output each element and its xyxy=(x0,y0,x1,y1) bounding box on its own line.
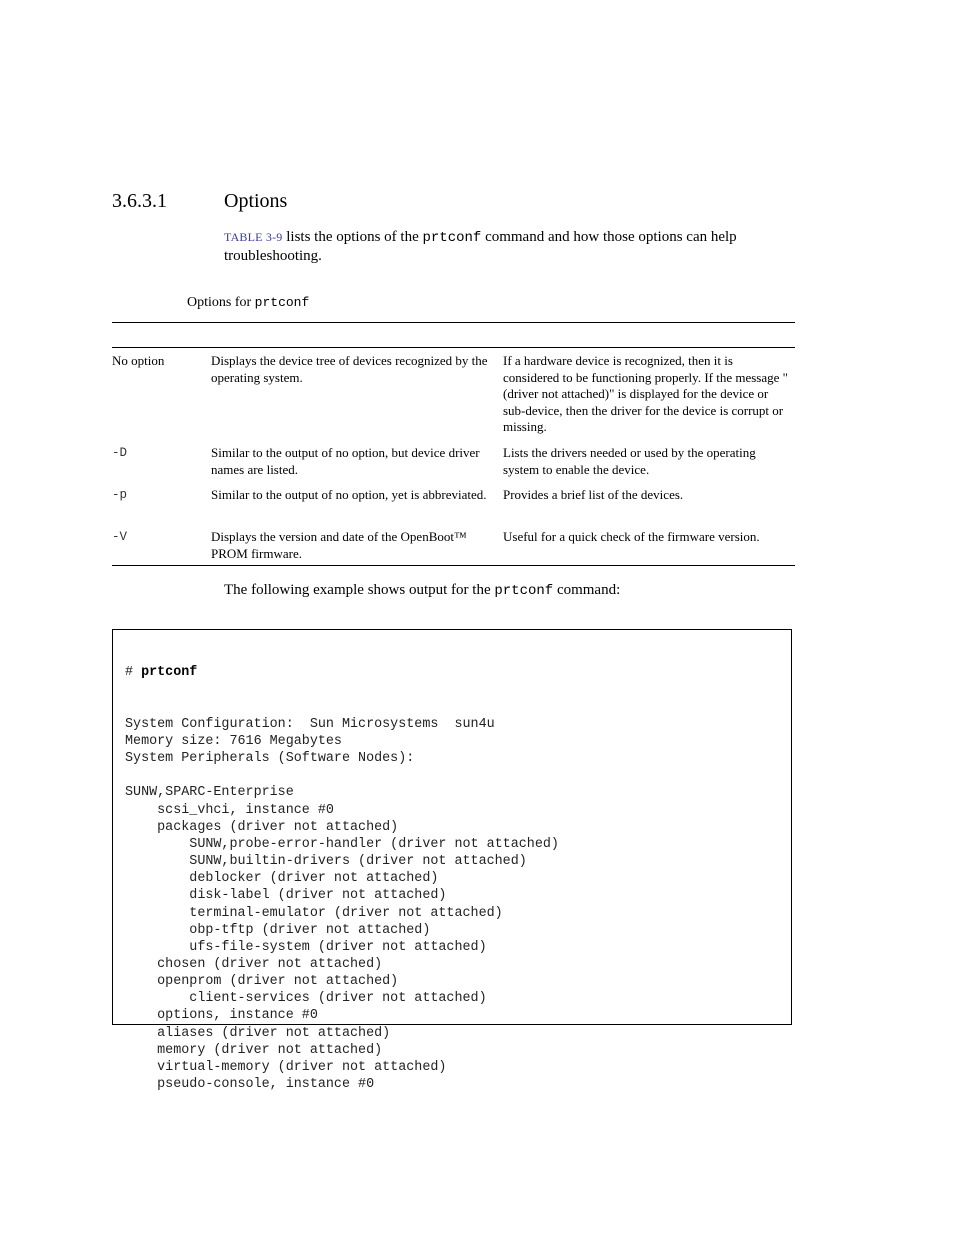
code-block xyxy=(125,630,559,1093)
option-notes: If a hardware device is recognized, then it is considered to be functioning properly. If the message "(driver not attached)" is displayed for the device or sub-device, then the driver for the device is corrupt or missing. xyxy=(503,353,788,434)
option-name: -p xyxy=(112,488,128,502)
option-name: -D xyxy=(112,446,128,460)
intro-command: prtconf xyxy=(422,230,482,246)
code-output-line: terminal-emulator (driver not attached) xyxy=(125,905,503,921)
code-output-line: client-services (driver not attached) xyxy=(125,991,487,1007)
code-output-line: SUNW,probe-error-handler (driver not attached) xyxy=(125,836,559,852)
code-output-line: memory (driver not attached) xyxy=(125,1042,383,1058)
code-output-line: obp-tftp (driver not attached) xyxy=(125,922,431,938)
option-name: No option xyxy=(112,353,165,368)
caption-command: prtconf xyxy=(254,295,310,310)
example-intro xyxy=(224,582,620,599)
code-output-line: packages (driver not attached) xyxy=(125,819,399,835)
code-prompt-line xyxy=(125,664,559,681)
table-caption xyxy=(187,295,309,311)
example-text-after: command: xyxy=(553,582,621,598)
table-header-rule xyxy=(112,347,795,348)
code-output-line: aliases (driver not attached) xyxy=(125,1025,391,1041)
option-notes: Provides a brief list of the devices. xyxy=(503,487,684,502)
section-title: Options xyxy=(224,190,288,212)
option-description: Displays the version and date of the OpenBoot™ PROM firmware. xyxy=(211,529,467,561)
option-name: -V xyxy=(112,530,128,544)
code-output-line: System Configuration: Sun Microsystems sun4u xyxy=(125,716,495,732)
code-command: prtconf xyxy=(141,665,198,681)
code-output-line xyxy=(125,767,559,784)
code-output-line: SUNW,SPARC-Enterprise xyxy=(125,785,294,801)
intro-text-before: lists the options of the xyxy=(282,229,423,245)
code-output-line: disk-label (driver not attached) xyxy=(125,888,447,904)
code-output-line: chosen (driver not attached) xyxy=(125,956,383,972)
intro-text-after: command and how those options can help troubleshooting. xyxy=(224,229,737,264)
option-description: Similar to the output of no option, but device driver names are listed. xyxy=(211,445,480,477)
code-prompt: # xyxy=(125,665,142,681)
example-command: prtconf xyxy=(494,583,554,599)
table-bottom-rule xyxy=(112,565,795,566)
code-output-line: scsi_vhci, instance #0 xyxy=(125,802,334,818)
code-example-box xyxy=(112,629,792,1093)
option-notes: Useful for a quick check of the firmware version. xyxy=(503,529,760,544)
code-output-line: deblocker (driver not attached) xyxy=(125,871,439,887)
code-output-line: System Peripherals (Software Nodes): xyxy=(125,751,415,767)
intro-paragraph xyxy=(224,228,804,265)
code-output-line: Memory size: 7616 Megabytes xyxy=(125,733,342,749)
caption-prefix: Options for xyxy=(187,295,255,310)
option-notes: Lists the drivers needed or used by the operating system to enable the device. xyxy=(503,445,756,477)
code-output-line: options, instance #0 xyxy=(125,1008,318,1024)
example-text-before: The following example shows output for the xyxy=(224,582,495,598)
code-output-line: openprom (driver not attached) xyxy=(125,974,399,990)
code-output-line: virtual-memory (driver not attached) xyxy=(125,1059,447,1075)
code-output-line: pseudo-console, instance #0 xyxy=(125,1077,375,1093)
section-number: 3.6.3.1 xyxy=(112,190,167,212)
table-top-rule xyxy=(112,322,795,323)
option-description: Similar to the output of no option, yet is abbreviated. xyxy=(211,487,487,502)
code-output-line: ufs-file-system (driver not attached) xyxy=(125,939,487,955)
option-description: Displays the device tree of devices recognized by the operating system. xyxy=(211,353,488,385)
code-output-line: SUNW,builtin-drivers (driver not attached) xyxy=(125,854,527,870)
table-reference-link[interactable]: TABLE 3-9 xyxy=(224,230,283,244)
